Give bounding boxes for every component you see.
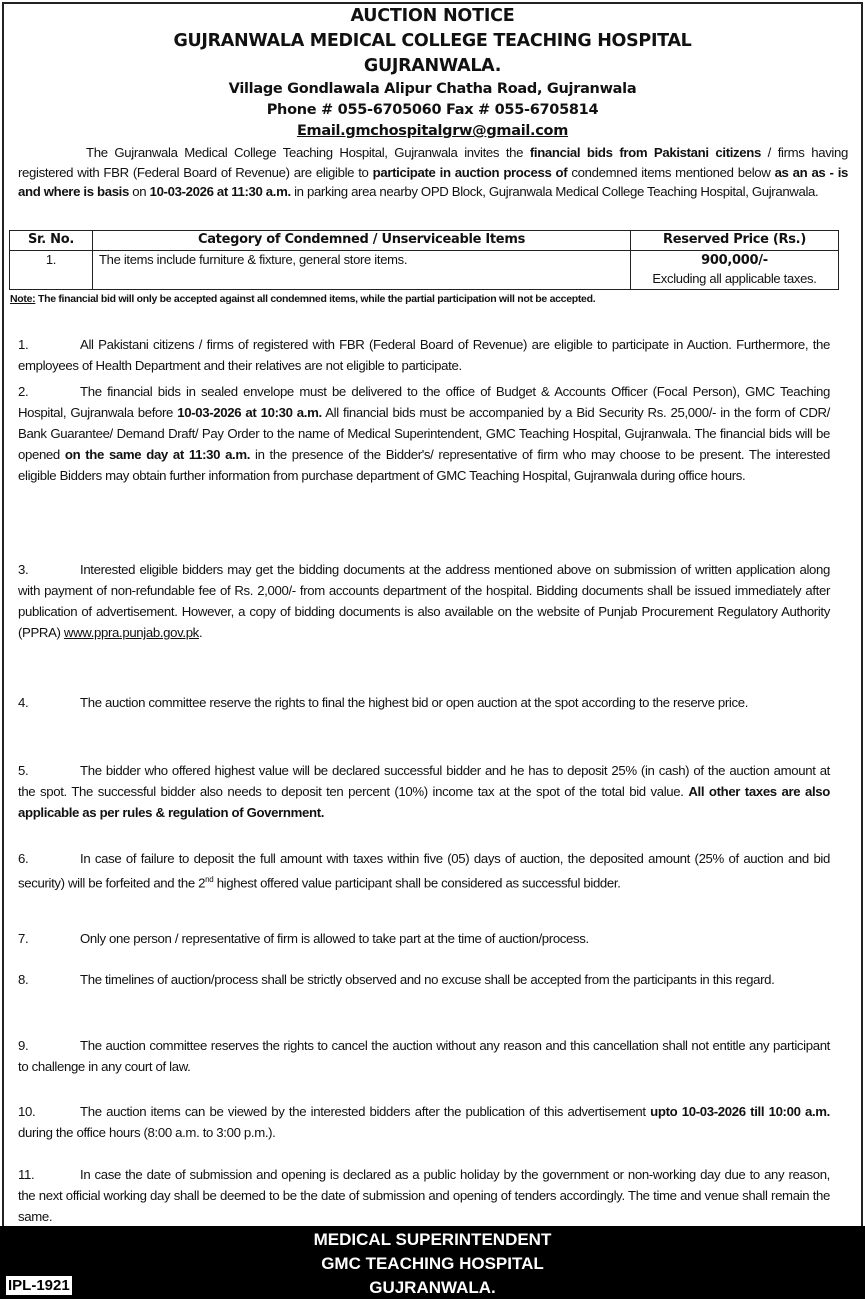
clause-number: 5. xyxy=(18,763,29,778)
advertisement-reference-code: IPL-1921 xyxy=(8,1277,70,1294)
contact-email[interactable]: Email.gmchospitalgrw@gmail.com xyxy=(296,123,569,139)
clause-emphasis: All other taxes are also applicable as per rules & regulation of Government. xyxy=(18,784,830,820)
intro-text: on xyxy=(128,184,150,199)
intro-text: The Gujranwala Medical College Teaching Hospital, Gujranwala invites the xyxy=(86,145,530,160)
clause-item xyxy=(18,334,830,376)
clause-item xyxy=(18,1164,830,1227)
clause-number: 1. xyxy=(18,337,29,352)
intro-text: condemned items mentioned below xyxy=(567,164,775,180)
clause-number: 8. xyxy=(18,972,29,987)
clause-text: Interested eligible bidders may get the bidding documents at the address mentioned above on submission of written application along with payment of non-refundable fee of Rs. 2,000/- from accounts department of the hospital. Bidding documents shall be issued immediately after publication of advertisement. However, a copy of bidding documents is also available on the website of Punjab Procurement Regulatory Authority (PPRA) xyxy=(18,562,830,640)
clause-number: 9. xyxy=(18,1038,29,1053)
clause-item xyxy=(18,692,830,713)
clause-number: 4. xyxy=(18,695,29,710)
table-row xyxy=(10,251,839,290)
clause-emphasis: 10-03-2026 at 10:30 a.m. xyxy=(177,405,322,420)
clause-text: The auction items can be viewed by the interested bidders after the publication of this advertisement xyxy=(80,1104,651,1119)
column-header-category: Category of Condemned / Unserviceable Items xyxy=(93,231,631,251)
reserved-price-value: 900,000/- xyxy=(701,253,768,268)
clause-number: 6. xyxy=(18,851,29,866)
clause-item xyxy=(18,1101,830,1143)
clause-text: The timelines of auction/process shall be strictly observed and no excuse shall be accepted from the participants in this regard. xyxy=(80,972,775,987)
clause-text: in the presence of the Bidder's/ representative of firm who may choose to be present. The interested eligible Bidders may obtain further information from purchase department of GMC Teaching Hospital, Gujranwala during office hours. xyxy=(18,447,830,483)
clause-text: during the office hours (8:00 a.m. to 3:00 p.m.). xyxy=(18,1125,276,1140)
footer-signature-block xyxy=(0,1226,865,1299)
ordinal-suffix: nd xyxy=(205,875,214,884)
ppra-website-link[interactable]: www.ppra.punjab.gov.pk xyxy=(63,625,199,640)
condemned-items-table xyxy=(9,230,839,290)
intro-bold: participate in auction process of xyxy=(372,164,568,180)
organization-city: GUJRANWALA. xyxy=(363,56,502,76)
clause-text: In case of failure to deposit the full amount with taxes within five (05) days of auction, the deposited amount (25% of auction and bid security) will be forfeited and the 2 xyxy=(18,851,830,891)
signatory-title: MEDICAL SUPERINTENDENT xyxy=(313,1230,552,1249)
clause-text: highest offered value participant shall be considered as successful bidder. xyxy=(213,875,621,891)
clause-text: The bidder who offered highest value will be declared successful bidder and he has to deposit 25% (in cash) of the auction amount at the spot. The successful bidder also needs to deposit ten percent (10%) income tax at the spot of the total bid value. xyxy=(18,763,830,799)
clause-text: . xyxy=(198,625,203,640)
clause-item xyxy=(18,559,830,643)
clause-item xyxy=(18,928,830,949)
column-header-sr-no: Sr. No. xyxy=(10,231,93,251)
intro-text: in parking area nearby OPD Block, Gujranwala Medical College Teaching Hospital, Gujranwala. xyxy=(290,184,819,199)
clause-number: 3. xyxy=(18,562,29,577)
clause-number: 10. xyxy=(18,1104,36,1119)
clause-text: All Pakistani citizens / firms of registered with FBR (Federal Board of Revenue) are eligible to participate in Auction. Furthermore, the employees of Health Department and their relatives are not eligible to participate. xyxy=(18,337,830,373)
clause-number: 11. xyxy=(18,1167,35,1182)
notice-title: AUCTION NOTICE xyxy=(350,6,515,26)
clause-item xyxy=(18,1035,830,1077)
reserved-price-note: Excluding all applicable taxes. xyxy=(652,271,817,286)
intro-bold: financial bids from Pakistani citizens xyxy=(529,145,761,160)
auction-date-time: 10-03-2026 at 11:30 a.m. xyxy=(149,184,291,199)
clause-item xyxy=(18,381,830,486)
intro-paragraph xyxy=(18,143,848,202)
signatory-city: GUJRANWALA. xyxy=(369,1278,496,1297)
clause-emphasis: upto 10-03-2026 till 10:00 a.m. xyxy=(650,1104,830,1119)
clause-text: The financial bids in sealed envelope must be delivered to the office of Budget & Accounts Officer (Focal Person), GMC Teaching Hospital, Gujranwala before xyxy=(18,384,830,420)
cell-category: The items include furniture & fixture, general store items. xyxy=(93,251,631,290)
clause-item xyxy=(18,848,830,893)
cell-sr-no: 1. xyxy=(10,251,93,290)
clause-item xyxy=(18,969,830,990)
note-text: The financial bid will only be accepted against all condemned items, while the partial participation will not be accepted. xyxy=(35,293,596,305)
contact-phone-fax: Phone # 055-6705060 Fax # 055-6705814 xyxy=(266,102,599,118)
clause-number: 2. xyxy=(18,384,29,399)
clause-text: Only one person / representative of firm is allowed to take part at the time of auction/process. xyxy=(80,931,589,946)
intro-bold: as an as - is and where is basis xyxy=(18,164,848,199)
intro-text: / firms having registered with FBR (Federal Board of Revenue) are eligible to xyxy=(18,145,848,180)
clause-number: 7. xyxy=(18,931,29,946)
clause-text: The auction committee reserve the rights to final the highest bid or open auction at the spot according to the reserve price. xyxy=(80,695,749,710)
organization-address: Village Gondlawala Alipur Chatha Road, Gujranwala xyxy=(228,81,637,97)
table-note xyxy=(10,293,595,305)
clause-text: The auction committee reserves the rights to cancel the auction without any reason and this cancellation shall not entitle any participant to challenge in any court of law. xyxy=(18,1038,830,1074)
clause-text: In case the date of submission and opening is declared as a public holiday by the government or non-working day due to any reason, the next official working day shall be deemed to be the date of submission and opening of tenders accordingly. The time and venue shall remain the same. xyxy=(18,1167,830,1224)
organization-name: GUJRANWALA MEDICAL COLLEGE TEACHING HOSPITAL xyxy=(173,31,692,51)
clause-emphasis: on the same day at 11:30 a.m. xyxy=(64,447,251,462)
column-header-reserved-price: Reserved Price (Rs.) xyxy=(631,231,839,251)
cell-reserved-price xyxy=(631,251,839,290)
clause-text: All financial bids must be accompanied by a Bid Security Rs. 25,000/- in the form of CDR/ Bank Guarantee/ Demand Draft/ Pay Order to the name of Medical Superintendent, GMC Teaching Hospital, Gujranwala. The financial bids will be opened xyxy=(18,405,830,462)
signatory-organization: GMC TEACHING HOSPITAL xyxy=(321,1254,544,1273)
table-header-row xyxy=(10,231,839,251)
clause-item xyxy=(18,760,830,823)
note-label: Note: xyxy=(10,293,36,305)
